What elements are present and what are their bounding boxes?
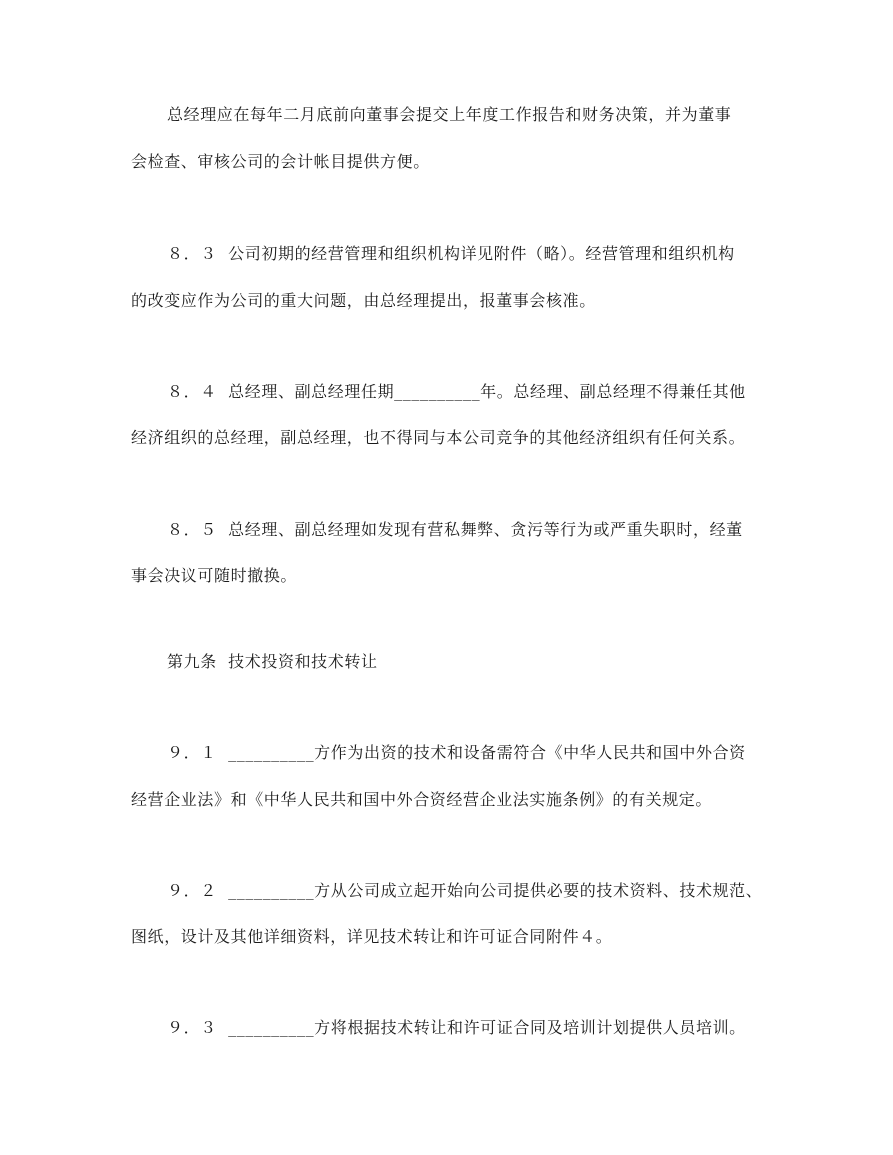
paragraph-line: 事会决议可随时撤换。	[131, 566, 298, 585]
clause-9-3-line: ９．３ __________方将根据技术转让和许可证合同及培训计划提供人员培训。	[167, 1018, 746, 1037]
section-heading: 第九条 技术投资和技术转让	[167, 652, 378, 671]
paragraph-line: 经济组织的总经理，副总经理，也不得同与本公司竞争的其他经济组织有任何关系。	[131, 428, 746, 447]
paragraph-line: 经营企业法》和《中华人民共和国中外合资经营企业法实施条例》的有关规定。	[131, 790, 713, 809]
clause-8-5-line: ８．５ 总经理、副总经理如发现有营私舞弊、贪污等行为或严重失职时，经董	[167, 520, 743, 539]
clause-8-4-line: ８．４ 总经理、副总经理任期__________年。总经理、副总经理不得兼任其他	[167, 382, 746, 401]
paragraph-line: 会检查、审核公司的会计帐目提供方便。	[131, 152, 430, 171]
paragraph-line: 图纸，设计及其他详细资料，详见技术转让和许可证合同附件４。	[131, 927, 613, 946]
clause-9-1-line: ９．１ __________方作为出资的技术和设备需符合《中华人民共和国中外合资	[167, 743, 746, 762]
paragraph-line: 的改变应作为公司的重大问题，由总经理提出，报董事会核准。	[131, 291, 596, 310]
clause-9-2-line: ９．２ __________方从公司成立起开始向公司提供必要的技术资料、技术规范、	[167, 881, 763, 900]
paragraph-line: 总经理应在每年二月底前向董事会提交上年度工作报告和财务决策，并为董事	[167, 105, 732, 124]
clause-8-3-line: ８．３ 公司初期的经营管理和组织机构详见附件（略）。经营管理和组织机构	[167, 244, 735, 263]
